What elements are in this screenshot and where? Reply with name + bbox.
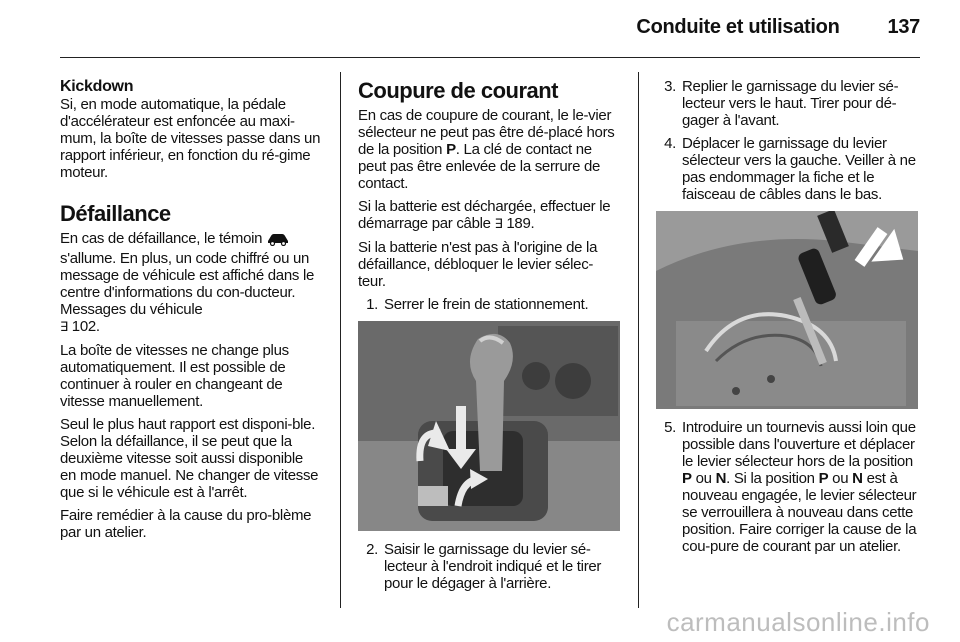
kickdown-heading: Kickdown <box>60 78 134 95</box>
page-header <box>636 16 920 39</box>
steps-list <box>656 419 918 555</box>
watermark: carmanualsonline.info <box>666 607 930 637</box>
reference-arrow-icon: ∃ <box>494 217 503 232</box>
power-cut-heading: Coupure de courant <box>358 78 559 103</box>
failure-paragraph-3: Seul le plus haut rapport est disponi-ble. Selon la défaillance, il se peut que la deuxième vitesse soit aussi disponible en mode manuel. Ne changer de vitesse que si le véhicule est à l'arrêt. <box>60 416 319 501</box>
failure-paragraph-4: Faire remédier à la cause du pro-blème par un atelier. <box>60 507 312 541</box>
column-2 <box>358 78 620 598</box>
screwdriver-figure <box>656 211 918 409</box>
header-rule <box>60 57 920 58</box>
step-item: 4. Déplacer le garnissage du levier sélecteur vers la gauche. Veiller à ne pas endommager la fiche et le faisceau de câbles dans le bas. <box>664 135 916 203</box>
page-reference[interactable]: 102. <box>71 318 100 335</box>
step-item: 3. Replier le garnissage du levier sé-lecteur vers le haut. Tirer pour dé-gager à l'avant. <box>664 78 899 129</box>
power-cut-paragraph-3: Si la batterie n'est pas à l'origine de la défaillance, débloquer le levier sélec-teur. <box>358 239 598 290</box>
column-divider <box>638 72 639 608</box>
column-3 <box>656 78 918 561</box>
power-cut-paragraph-2: Si la batterie est déchargée, effectuer le démarrage par câble ∃ 189. <box>358 198 611 232</box>
steps-list <box>358 296 620 313</box>
step-item: 5. Introduire un tournevis aussi loin que possible dans l'ouverture et déplacer le levier sélecteur hors de la position P ou N. Si la position P ou N est à nouveau engagée, le levier sélecteur se verrouillera à nouveau dans cette position. Faire corriger la cause de la cou-pure de courant par un atelier. <box>664 419 917 555</box>
section-title: Conduite et utilisation <box>636 16 840 38</box>
car-lamp-icon <box>266 232 290 250</box>
steps-list <box>656 78 918 203</box>
failure-paragraph-2: La boîte de vitesses ne change plus automatiquement. Il est possible de continuer à rouler en changeant de vitesse manuellement. <box>60 342 289 410</box>
failure-heading: Défaillance <box>60 201 171 226</box>
page-number: 137 <box>887 16 920 38</box>
column-1 <box>60 78 322 547</box>
step-item: 1. Serrer le frein de stationnement. <box>366 296 589 313</box>
column-divider <box>340 72 341 608</box>
power-cut-paragraph-1: En cas de coupure de courant, le le-vier sélecteur ne peut pas être dé-placé hors de la position P. La clé de contact ne peut pas être enlevée de la serrure de contact. <box>358 107 615 192</box>
reference-arrow-icon: ∃ <box>60 320 68 335</box>
kickdown-text: Si, en mode automatique, la pédale d'accélérateur est enfoncée au maxi-mum, la boîte de vitesses passe dans un rapport inférieur, en fonction du ré-gime moteur. <box>60 96 321 181</box>
page-reference[interactable]: 189. <box>506 215 535 232</box>
step-item: 2. Saisir le garnissage du levier sé-lecteur à l'endroit indiqué et le tirer pour le dégager à l'arrière. <box>366 541 602 592</box>
steps-list <box>358 541 620 592</box>
gear-lever-figure <box>358 321 620 531</box>
failure-paragraph-1: En cas de défaillance, le témoin s'allume. En plus, un code chiffré ou un message de véhicule est affiché dans le centre d'informations du con-ducteur. Messages du véhicule ∃ 102. <box>60 230 315 335</box>
